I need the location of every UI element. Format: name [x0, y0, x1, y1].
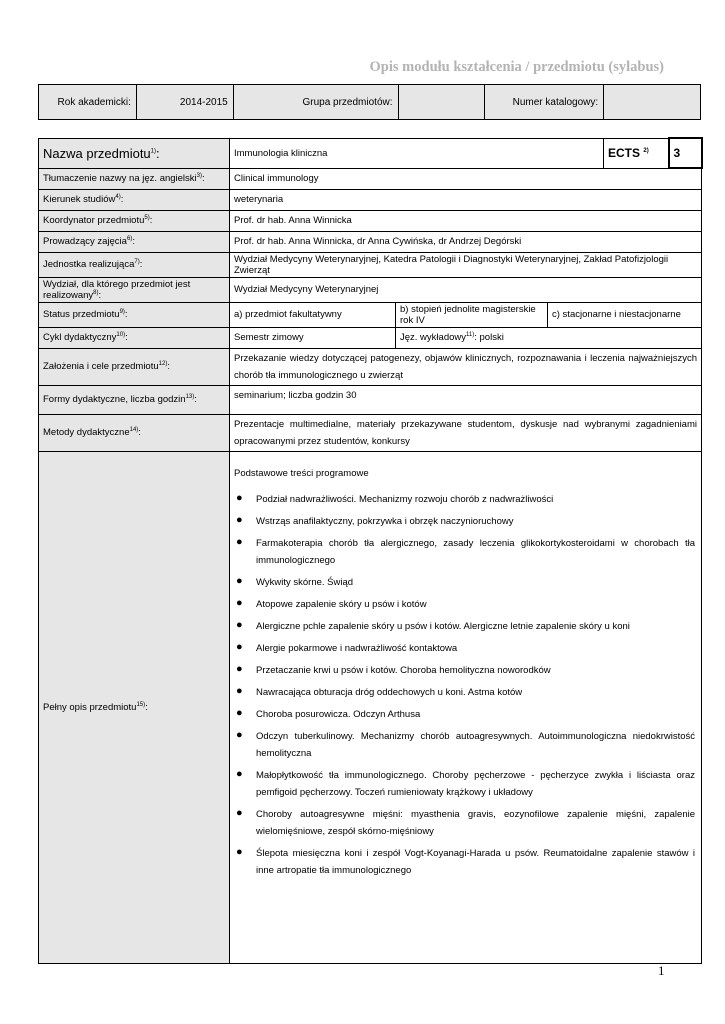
topic-item — [234, 513, 695, 530]
status-value-a: a) przedmiot fakultatywny — [230, 302, 396, 327]
topic-text: Choroba posurowicza. Odczyn Arthusa — [256, 708, 421, 720]
bullet-icon: ● — [236, 640, 243, 653]
row-coordinator — [39, 210, 702, 231]
topic-item — [234, 728, 695, 762]
document-title: Opis modułu kształcenia / przedmiotu (sylabus) — [369, 59, 664, 75]
topic-item — [234, 574, 695, 591]
catalog-number-value — [604, 85, 701, 120]
topic-text: Nawracająca obturacja dróg oddechowych u koni. Astma kotów — [256, 686, 523, 698]
english-name-label: Tłumaczenie nazwy na jęz. angielski$^{3)}$: — [39, 168, 230, 189]
goals-label: Założenia i cele przedmiotu$^{12)}$: — [39, 348, 230, 385]
topic-text: Odczyn tuberkulinowy. Mechanizmy chorób autoagresywnych. Autoimmunologiczna niedokrwistość hemolityczna — [256, 730, 695, 759]
bullet-icon: ● — [236, 574, 243, 587]
topic-item — [234, 491, 695, 508]
row-unit — [39, 252, 702, 277]
course-group-value — [398, 85, 485, 120]
topic-item — [234, 640, 695, 657]
instructors-label: Prowadzący zajęcia$^{6)}$: — [39, 231, 230, 252]
row-faculty — [39, 277, 702, 302]
bullet-icon: ● — [236, 845, 243, 858]
topic-text: Farmakoterapia chorób tła alergicznego, zasady leczenia glikokortykosteroidami w chorobach tła immunologicznego — [256, 537, 695, 566]
content-heading: Podstawowe treści programowe — [234, 467, 369, 479]
topic-item — [234, 845, 695, 879]
topic-item — [234, 706, 695, 723]
row-goals — [39, 348, 702, 385]
coordinator-label: Koordynator przedmiotu$^{5)}$: — [39, 210, 230, 231]
coordinator-value: Prof. dr hab. Anna Winnicka — [230, 210, 702, 231]
topic-text: Przetaczanie krwi u psów i kotów. Choroba hemolityczna noworodków — [256, 664, 551, 676]
syllabus-table — [38, 137, 703, 964]
topic-text: Wykwity skórne. Świąd — [256, 576, 354, 588]
goals-value: Przekazanie wiedzy dotyczącej patogenezy, objawów klinicznych, rozpoznawania i leczenia najważniejszych chorób tła immunologicznego u zwierząt — [230, 348, 702, 385]
bullet-icon: ● — [236, 618, 243, 631]
row-full-description — [39, 451, 702, 963]
topic-item — [234, 596, 695, 613]
topic-text: Małopłytkowość tła immunologicznego. Choroby pęcherzowe - pęcherzyce zwykła i liściasta oraz pemfigoid pęcherzowy. Toczeń rumieniowaty krążkowy i układowy — [256, 769, 695, 798]
ects-value: 3 — [669, 138, 702, 168]
bullet-icon: ● — [236, 596, 243, 609]
bullet-icon: ● — [236, 728, 243, 741]
field-of-study-value: weterynaria — [230, 189, 702, 210]
topic-text: Alergie pokarmowe i nadwrażliwość kontaktowa — [256, 642, 458, 654]
forms-value: seminarium; liczba godzin 30 — [230, 385, 702, 414]
topic-item — [234, 767, 695, 801]
cycle-value: Semestr zimowy — [230, 327, 396, 348]
row-instructors — [39, 231, 702, 252]
topic-text: Ślepota miesięczna koni i zespół Vogt-Koyanagi-Harada u psów. Reumatoidalne zapalenie stawów i inne artropatie tła immunologicznego — [256, 847, 695, 876]
bullet-icon: ● — [236, 684, 243, 697]
row-forms — [39, 385, 702, 414]
row-status — [39, 302, 702, 327]
methods-label: Metody dydaktyczne$^{14)}$: — [39, 414, 230, 451]
course-name-value: Immunologia kliniczna — [230, 138, 604, 168]
topic-text: Wstrząs anafilaktyczny, pokrzywka i obrzęk naczynioruchowy — [256, 515, 514, 527]
course-group-label: Grupa przedmiotów: — [233, 85, 398, 120]
topic-item — [234, 535, 695, 569]
bullet-icon: ● — [236, 513, 243, 526]
header-table — [38, 84, 701, 120]
academic-year-label: Rok akademicki: — [39, 85, 137, 120]
status-value-b: b) stopień jednolite magisterskie rok IV — [396, 302, 548, 327]
bullet-icon: ● — [236, 706, 243, 719]
topic-text: Alergiczne pchle zapalenie skóry u psów i kotów. Alergiczne letnie zapalenie skóry u koni — [256, 620, 630, 632]
page-number: 1 — [658, 963, 665, 978]
topic-text: Podział nadwrażliwości. Mechanizmy rozwoju chorób z nadwrażliwości — [256, 493, 554, 505]
row-course-name — [39, 138, 702, 168]
academic-year-value: 2014-2015 — [136, 85, 233, 120]
row-methods — [39, 414, 702, 451]
cycle-label: Cykl dydaktyczny$^{10)}$: — [39, 327, 230, 348]
topic-item — [234, 618, 695, 635]
ects-label: ECTS $^{2)}$ — [604, 138, 669, 168]
bullet-icon: ● — [236, 806, 243, 819]
unit-value: Wydział Medycyny Weterynaryjnej, Katedra Patologii i Diagnostyki Weterynaryjnej, Zakład Patofizjologii Zwierząt — [230, 252, 702, 277]
row-english-name — [39, 168, 702, 189]
topic-item — [234, 684, 695, 701]
instructors-value: Prof. dr hab. Anna Winnicka, dr Anna Cywińska, dr Andrzej Degórski — [230, 231, 702, 252]
full-description-label: Pełny opis przedmiotu$^{15)}$: — [39, 451, 230, 963]
faculty-label: Wydział, dla którego przedmiot jest realizowany$^{8)}$: — [39, 277, 230, 302]
bullet-icon: ● — [236, 767, 243, 780]
field-of-study-label: Kierunek studiów$^{4)}$: — [39, 189, 230, 210]
forms-label: Formy dydaktyczne, liczba godzin$^{13)}$: — [39, 385, 230, 414]
topic-item — [234, 806, 695, 840]
row-cycle — [39, 327, 702, 348]
status-label: Status przedmiotu$^{9)}$: — [39, 302, 230, 327]
language-value: Jęz. wykładowy$^{11)}$: polski — [396, 327, 702, 348]
status-value-c: c) stacjonarne i niestacjonarne — [548, 302, 702, 327]
english-name-value: Clinical immunology — [230, 168, 702, 189]
topic-text: Choroby autoagresywne mięśni: myasthenia gravis, eozynofilowe zapalenie mięśni, zapalenie wielomięśniowe, zespół skórno-mięśniowy — [256, 808, 695, 837]
bullet-icon: ● — [236, 662, 243, 675]
row-field-of-study — [39, 189, 702, 210]
topic-text: Atopowe zapalenie skóry u psów i kotów — [256, 598, 427, 610]
topic-item — [234, 662, 695, 679]
faculty-value: Wydział Medycyny Weterynaryjnej — [230, 277, 702, 302]
topic-list — [234, 491, 695, 879]
bullet-icon: ● — [236, 535, 243, 548]
methods-value: Prezentacje multimedialne, materiały przekazywane studentom, dyskusje nad wybranymi zagadnieniami opracowanymi przez studentów, konkursy — [230, 414, 702, 451]
unit-label: Jednostka realizująca$^{7)}$: — [39, 252, 230, 277]
bullet-icon: ● — [236, 491, 243, 504]
full-description-value — [230, 451, 702, 963]
catalog-number-label: Numer katalogowy: — [485, 85, 604, 120]
course-name-label: Nazwa przedmiotu$^{1)}$: — [39, 138, 230, 168]
